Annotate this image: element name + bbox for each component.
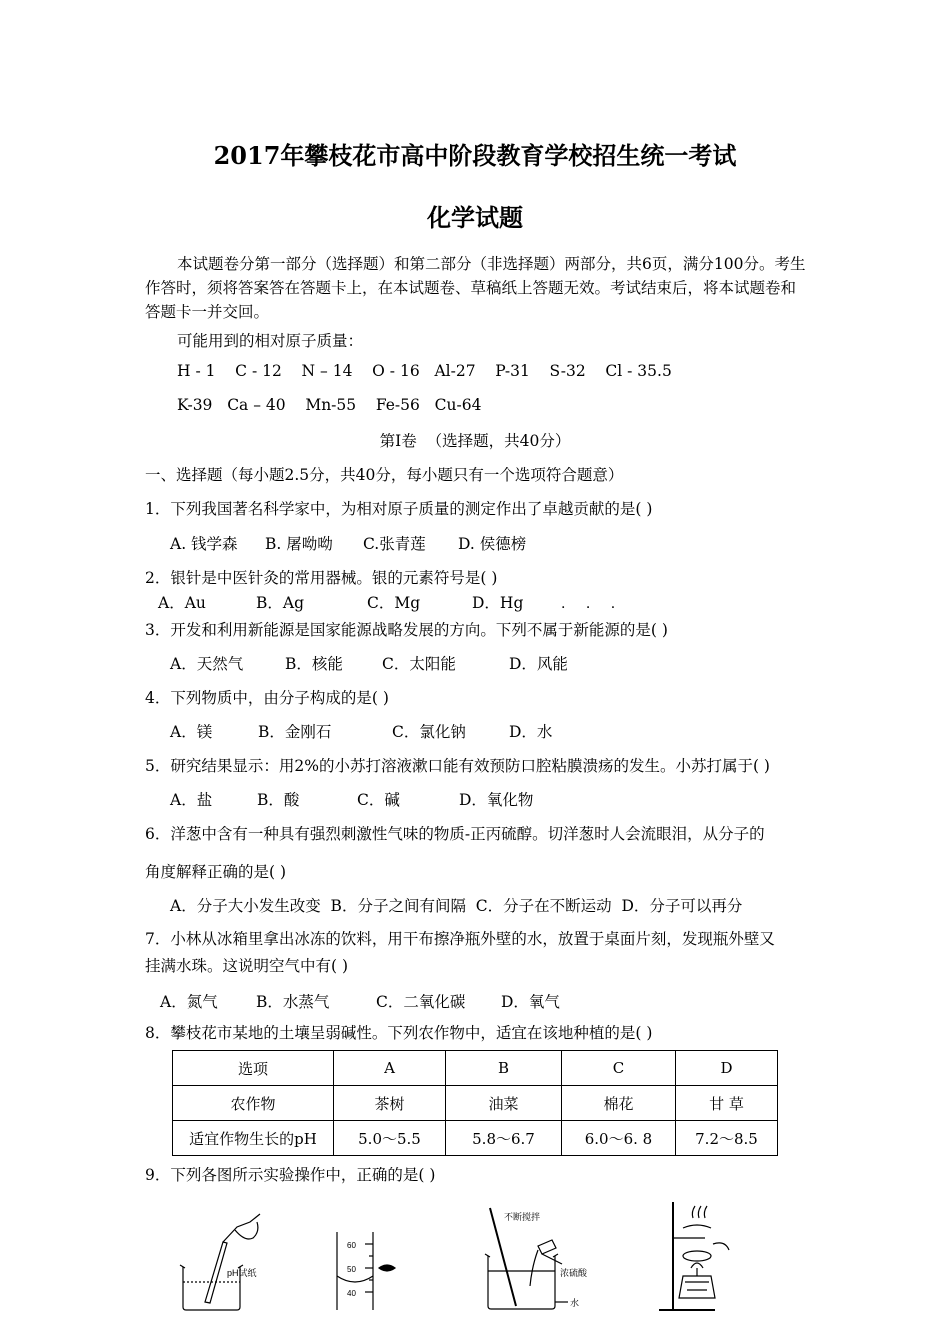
question-2-options — [158, 591, 523, 613]
table-cell: 6.0～6. 8 — [562, 1121, 676, 1156]
option-c: C．碱 — [357, 791, 400, 809]
acid-label: 浓硫酸 — [560, 1268, 588, 1278]
table-cell: 棉花 — [562, 1086, 676, 1121]
atomic-mass-label: 可能用到的相对原子质量： — [177, 332, 364, 350]
question-7-options — [160, 990, 560, 1012]
table-cell: 油菜 — [446, 1086, 562, 1121]
option-a: A．镁 — [170, 723, 213, 741]
table-cell: 农作物 — [173, 1086, 334, 1121]
stir-label: 不断搅拌 — [504, 1212, 541, 1222]
figure-cylinder-reading — [325, 1232, 405, 1312]
table-cell: 适宜作物生长的pH — [173, 1121, 334, 1156]
option-d: D．氧气 — [501, 993, 560, 1011]
option-d: D．氧化物 — [459, 791, 534, 809]
option-c: C．Mg — [367, 594, 421, 612]
option-b: B．金刚石 — [258, 723, 332, 741]
question-6-options: A．分子大小发生改变 B．分子之间有间隔 C．分子在不断运动 D．分子可以再分 — [170, 897, 743, 915]
table-cell: 茶树 — [334, 1086, 446, 1121]
option-a: A．天然气 — [170, 655, 244, 673]
table-cell: 甘 草 — [676, 1086, 778, 1121]
question-5: 5．研究结果显示：用2%的小苏打溶液漱口能有效预防口腔粘膜溃疡的发生。小苏打属于( ) — [145, 757, 770, 775]
question-9: 9．下列各图所示实验操作中，正确的是( ) — [145, 1166, 436, 1184]
table-row — [173, 1121, 778, 1156]
section-title: 第Ⅰ卷 （选择题，共40分） — [379, 432, 571, 450]
exam-subtitle: 化学试题 — [427, 203, 523, 232]
question-2: 2．银针是中医针灸的常用器械。银的元素符号是( ) — [145, 569, 498, 587]
option-a: A．氮气 — [160, 993, 218, 1011]
part-title: 一、选择题（每小题2.5分，共40分，每小题只有一个选项符合题意） — [145, 466, 624, 484]
option-d: D．风能 — [509, 655, 568, 673]
question-5-options — [170, 788, 533, 810]
question-6-line2: 角度解释正确的是( ) — [145, 863, 287, 881]
option-b: B．Ag — [256, 594, 305, 612]
table-cell: A — [334, 1051, 446, 1086]
option-a: A．Au — [158, 594, 206, 612]
table-row — [173, 1051, 778, 1086]
figure-dilution — [480, 1206, 600, 1314]
table-cell: 5.0～5.5 — [334, 1121, 446, 1156]
option-b: B．水蒸气 — [256, 993, 330, 1011]
scale-label-40: 40 — [347, 1289, 356, 1298]
question-8: 8．攀枝花市某地的土壤呈弱碱性。下列农作物中，适宜在该地种植的是( ) — [145, 1024, 653, 1042]
option-c: C．太阳能 — [382, 655, 456, 673]
table-cell: 5.8～6.7 — [446, 1121, 562, 1156]
option-c: C.张青莲 — [363, 535, 426, 553]
question-4-options — [170, 720, 552, 742]
option-a: A．盐 — [170, 791, 213, 809]
crop-ph-table — [172, 1050, 778, 1156]
figure-heating — [655, 1198, 755, 1314]
water-label: 水 — [570, 1298, 580, 1308]
table-cell: C — [562, 1051, 676, 1086]
option-d: D．水 — [509, 723, 553, 741]
option-d: D．Hg — [472, 594, 524, 612]
scale-label-50: 50 — [347, 1265, 356, 1274]
table-cell: B — [446, 1051, 562, 1086]
emphasis-dots: · · · — [561, 600, 624, 616]
option-a: A. 钱学森 — [170, 535, 238, 553]
table-row — [173, 1086, 778, 1121]
intro-paragraph: 本试题卷分第一部分（选择题）和第二部分（非选择题）两部分，共6页，满分100分。考生作答时，须将答案答在答题卡上，在本试题卷、草稿纸上答题无效。考试结束后，将本试题卷和答题卡一并交回。 — [145, 255, 806, 321]
option-b: B．酸 — [257, 791, 300, 809]
table-cell: 7.2～8.5 — [676, 1121, 778, 1156]
atomic-mass-line1: H - 1 C - 12 N – 14 O - 16 Al-27 P-31 S-32 Cl - 35.5 — [177, 362, 672, 380]
option-d: D. 侯德榜 — [458, 535, 527, 553]
ph-paper-label: pH试纸 — [227, 1268, 257, 1278]
question-7-line2: 挂满水珠。这说明空气中有( ) — [145, 957, 349, 975]
option-b: B．核能 — [285, 655, 343, 673]
question-6-line1: 6．洋葱中含有一种具有强烈刺激性气味的物质-正丙硫醇。切洋葱时人会流眼泪，从分子的 — [145, 825, 765, 843]
table-cell: 选项 — [173, 1051, 334, 1086]
table-cell: D — [676, 1051, 778, 1086]
question-4: 4．下列物质中，由分子构成的是( ) — [145, 689, 389, 707]
exam-title: 2017年攀枝花市高中阶段教育学校招生统一考试 — [213, 141, 737, 170]
figure-ph-test — [175, 1212, 275, 1314]
question-3: 3．开发和利用新能源是国家能源战略发展的方向。下列不属于新能源的是( ) — [145, 621, 668, 639]
question-7-line1: 7．小林从冰箱里拿出冰冻的饮料，用干布擦净瓶外壁的水，放置于桌面片刻，发现瓶外壁又 — [145, 930, 775, 948]
question-1-options — [170, 532, 526, 554]
atomic-mass-line2: K-39 Ca – 40 Mn-55 Fe-56 Cu-64 — [177, 396, 482, 414]
option-c: C．氯化钠 — [392, 723, 466, 741]
scale-label-60: 60 — [347, 1241, 356, 1250]
question-3-options — [170, 652, 568, 674]
option-b: B. 屠呦呦 — [265, 535, 333, 553]
option-c: C．二氧化碳 — [376, 993, 466, 1011]
question-1: 1．下列我国著名科学家中，为相对原子质量的测定作出了卓越贡献的是( ) — [145, 500, 653, 518]
